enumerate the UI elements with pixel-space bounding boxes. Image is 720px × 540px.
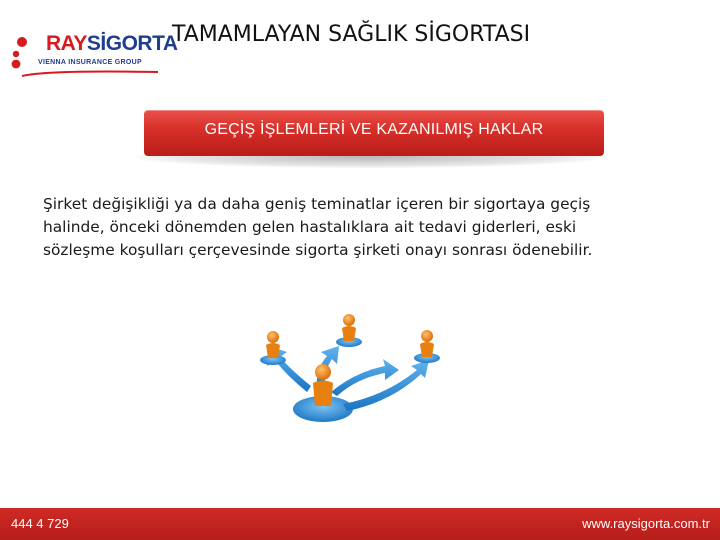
logo-brand-ray: RAY: [46, 32, 87, 55]
footer-website-link[interactable]: www.raysigorta.com.tr: [582, 516, 710, 531]
body-line-1: Şirket değişikliği ya da daha geniş teminatlar içeren bir sigortaya geçiş: [43, 195, 591, 213]
logo-brand-text: [46, 32, 178, 56]
logo-brand-sigorta: SİGORTA: [86, 32, 178, 55]
section-banner: [128, 108, 610, 170]
banner-label: GEÇİŞ İŞLEMLERİ VE KAZANILMIŞ HAKLAR: [204, 121, 544, 138]
page-title: TAMAMLAYAN SAĞLIK SİGORTASI: [172, 22, 531, 47]
footer-phone: 444 4 729: [11, 516, 69, 531]
person-icon-left: [266, 331, 280, 358]
ray-sigorta-logo: [8, 26, 178, 86]
person-icon-center: [313, 364, 333, 406]
person-icon-right: [420, 330, 434, 357]
logo-tagline: VIENNA INSURANCE GROUP: [38, 59, 142, 66]
footer-bar: [0, 508, 720, 540]
body-line-2: halinde, önceki dönemden gelen hastalıklara ait tedavi giderleri, eski: [43, 218, 577, 236]
person-icon-top: [342, 314, 356, 341]
body-line-3: sözleşme koşulları çerçevesinde sigorta şirketi onayı sonrası ödenebilir.: [43, 241, 593, 259]
body-paragraph: [43, 193, 693, 262]
network-people-illustration: [245, 312, 465, 442]
banner-bar: [144, 110, 604, 156]
